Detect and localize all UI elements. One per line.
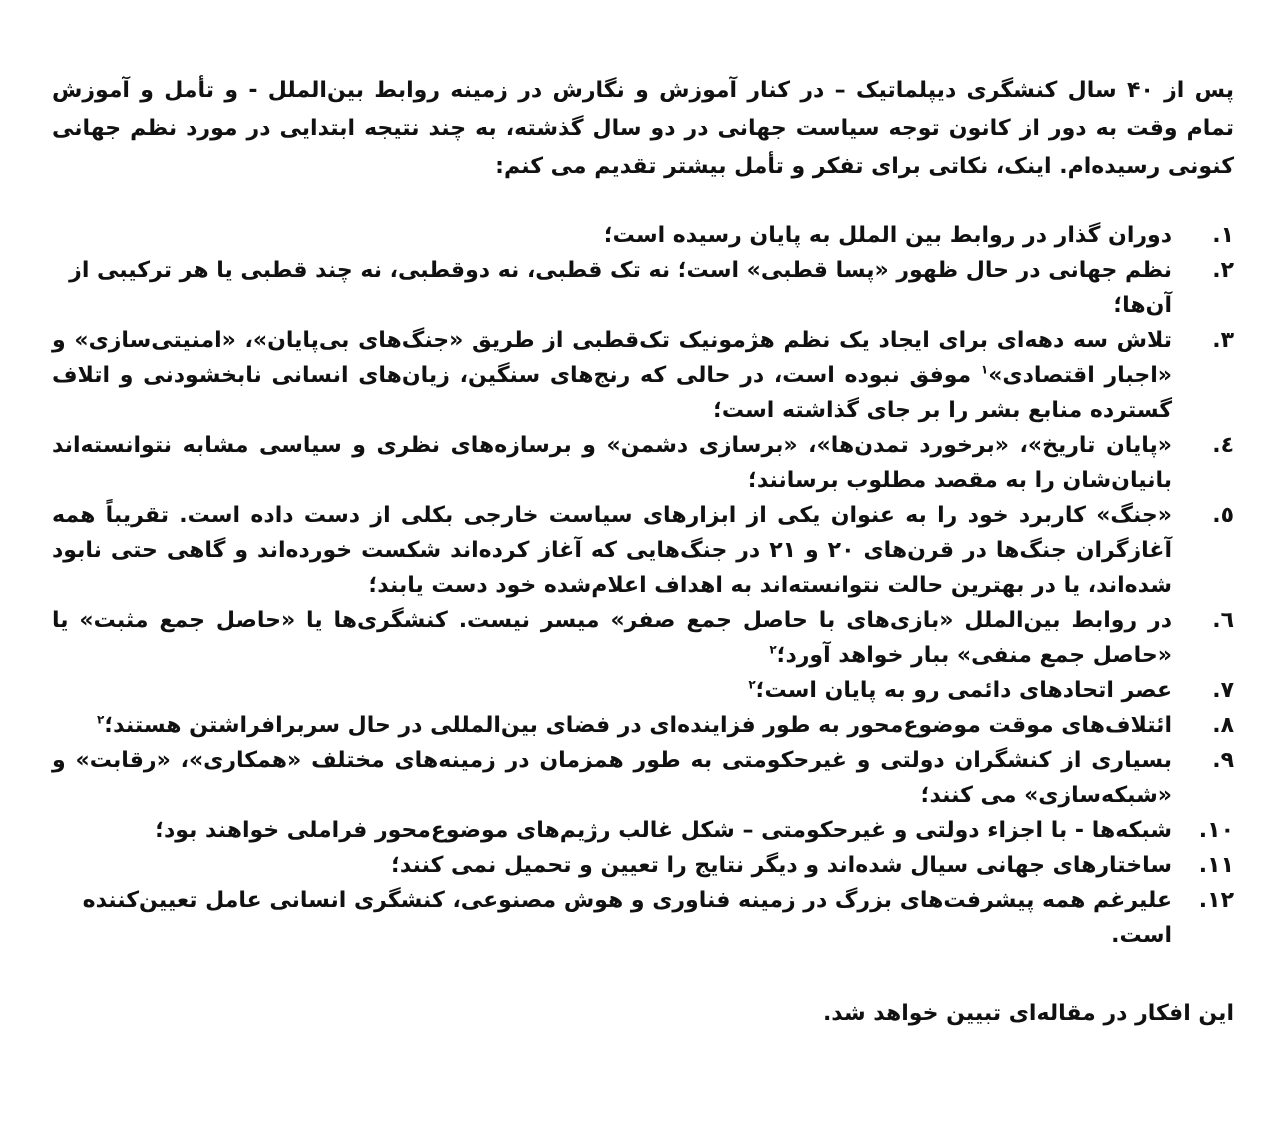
- item-text-part-b: موفق نبوده است، در حالی که رنج‌های سنگین، زیان‌های انسانی نابخشودنی و اتلاف گسترده منابع بشر را بر جای گذاشته است؛: [52, 363, 1172, 423]
- list-item-11: [52, 848, 1234, 883]
- item-text: ساختارهای جهانی سیال شده‌اند و دیگر نتایج را تعیین و تحمیل نمی کنند؛: [391, 853, 1172, 878]
- item-number: ٩.: [1212, 748, 1234, 773]
- list-item-1: [52, 218, 1234, 253]
- item-number: ١٠.: [1198, 818, 1234, 843]
- item-text: علیرغم همه پیشرفت‌های بزرگ در زمینه فناوری و هوش مصنوعی، کنشگری انسانی عامل تعیین‌کننده است.: [82, 888, 1172, 948]
- item-number: ٣.: [1212, 328, 1234, 353]
- item-text: «جنگ» کاربرد خود را به عنوان یکی از ابزارهای سیاست خارجی بکلی از دست داده است. تقریباً همه آغازگران جنگ‌ها در قرن‌های ٢٠ و ٢١ در جنگ‌هایی که آغاز کرده‌اند شکست خورده‌اند و گاهی حتی نابود شده‌اند، یا در بهترین حالت نتوانسته‌اند به اهداف اعلام‌شده خود دست یابند؛: [52, 503, 1172, 598]
- item-number: ٤.: [1212, 433, 1234, 458]
- item-number: ١٢.: [1198, 888, 1234, 913]
- item-text-part-a: تلاش سه دهه‌ای برای ایجاد یک نظم هژمونیک تک‌قطبی از طریق «جنگ‌های بی‌پایان»، «امنیتی‌سازی» و «اجبار اقتصادی»: [52, 328, 1172, 388]
- item-text: شبکه‌ها - با اجزاء دولتی و غیرحکومتی – شکل غالب رژیم‌های موضوع‌محور فراملی خواهند بود؛: [155, 818, 1172, 843]
- item-number: ٧.: [1212, 678, 1234, 703]
- footnote-marker: ۱: [980, 362, 989, 377]
- item-number: ٢.: [1212, 258, 1234, 283]
- list-item-8: [52, 708, 1234, 743]
- item-text: [52, 673, 1172, 708]
- list-item-5: [52, 498, 1234, 603]
- list-item-7: [52, 673, 1234, 708]
- list-item-12: [52, 883, 1234, 953]
- item-number: ٥.: [1212, 503, 1234, 528]
- footnote-marker: ۲: [769, 642, 777, 657]
- points-list: [52, 218, 1234, 953]
- list-item-6: [52, 603, 1234, 673]
- footnote-marker: ۲: [748, 677, 756, 692]
- item-text-body: عصر اتحادهای دائمی رو به پایان است؛: [755, 678, 1172, 703]
- document-page: [52, 72, 1234, 1033]
- item-text-body: در روابط بین‌الملل «بازی‌های با حاصل جمع صفر» میسر نیست. کنشگری‌ها یا «حاصل جمع مثبت» یا «حاصل جمع منفی» ببار خواهد آورد؛: [52, 608, 1172, 668]
- footnote-marker: ۲: [97, 712, 105, 727]
- item-number: ١.: [1212, 223, 1234, 248]
- intro-paragraph: پس از ۴۰ سال کنشگری دیپلماتیک – در کنار آموزش و نگارش در زمینه روابط بین‌الملل - و تأمل و آموزش تمام وقت به دور از کانون توجه سیاست جهانی در دو سال گذشته، به چند نتیجه ابتدایی در مورد نظم جهانی کنونی رسیده‌ام. اینک، نکاتی برای تفکر و تأمل بیشتر تقدیم می کنم:: [52, 78, 1234, 179]
- item-number: ١١.: [1198, 853, 1234, 878]
- closing-paragraph: این افکار در مقاله‌ای تبیین خواهد شد.: [822, 1001, 1234, 1026]
- list-item-9: [52, 743, 1234, 813]
- item-text: دوران گذار در روابط بین الملل به پایان رسیده است؛: [603, 223, 1172, 248]
- item-text: [52, 708, 1172, 743]
- item-text: [52, 323, 1172, 428]
- item-text: نظم جهانی در حال ظهور «پسا قطبی» است؛ نه تک قطبی، نه دوقطبی، نه چند قطبی یا هر ترکیبی از آن‌ها؛: [69, 258, 1172, 318]
- list-item-2: [52, 253, 1234, 323]
- item-text: «پایان تاریخ»، «برخورد تمدن‌ها»، «برسازی دشمن» و برسازه‌های نظری و سیاسی مشابه نتوانسته‌اند بانیان‌شان را به مقصد مطلوب برسانند؛: [52, 433, 1172, 493]
- item-text: [52, 603, 1172, 673]
- item-text-body: ائتلاف‌های موقت موضوع‌محور به طور فزاینده‌ای در فضای بین‌المللی در حال سربرافراشتن هستند؛: [104, 713, 1172, 738]
- list-item-4: [52, 428, 1234, 498]
- item-text: بسیاری از کنشگران دولتی و غیرحکومتی به طور همزمان در زمینه‌های مختلف «همکاری»، «رقابت» و «شبکه‌سازی» می کنند؛: [52, 748, 1172, 808]
- list-item-3: [52, 323, 1234, 428]
- item-number: ٨.: [1212, 713, 1234, 738]
- item-number: ٦.: [1212, 608, 1234, 633]
- list-item-10: [52, 813, 1234, 848]
